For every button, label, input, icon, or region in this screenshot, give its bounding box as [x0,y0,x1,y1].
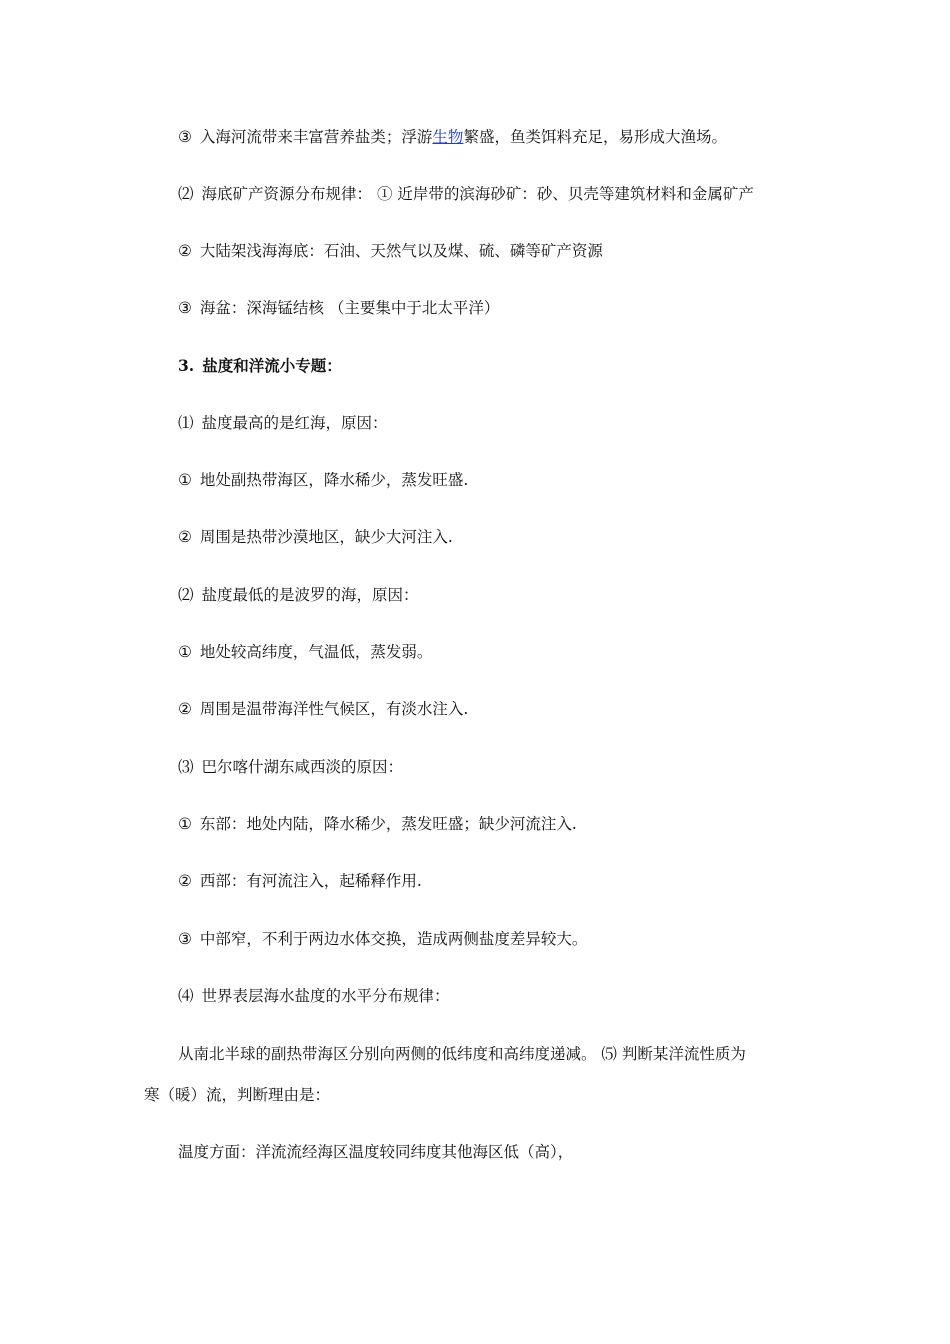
section-title: 盐度和洋流小专题： [202,356,342,375]
list-marker: ③ [178,930,192,948]
paragraph-text: 温度方面：洋流流经海区温度较同纬度其他海区低（高）， [178,1143,574,1161]
paragraph-reason-subtropical [178,470,468,490]
paragraph-text: 海底矿产资源分布规律： ① 近岸带的滨海砂矿：砂、贝壳等建筑材料和金属矿产 [201,185,754,203]
text-segment: 入海河流带来丰富营养盐类；浮游 [199,128,433,146]
list-marker: ② [178,528,192,546]
paragraph-ocean-basin [178,298,499,318]
paragraph-text: 地处较高纬度，气温低，蒸发弱。 [199,643,433,661]
paragraph-text: 中部窄，不利于两边水体交换，造成两侧盐度差异较大。 [199,930,588,948]
paragraph-text: 巴尔喀什湖东咸西淡的原因： [201,758,404,776]
paragraph-lowest-salinity [178,585,419,605]
paragraph-text: 大陆架浅海海底：石油、天然气以及煤、硫、磷等矿产资源 [199,242,603,260]
list-marker: ③ [178,128,192,146]
list-marker: ① [178,815,192,833]
list-marker: ① [178,643,192,661]
list-marker: ⑵ [178,185,194,203]
list-marker: ② [178,700,192,718]
paragraph-text: 从南北半球的副热带海区分别向两侧的低纬度和高纬度递减。 ⑸ 判断某洋流性质为 [178,1045,746,1063]
paragraph-salinity-rule-continued [144,1085,330,1105]
paragraph-text: 西部：有河流注入，起稀释作用. [199,872,422,890]
text-segment: 繁盛，鱼类饵料充足，易形成大渔场。 [463,128,727,146]
paragraph-temperature-aspect [178,1142,573,1162]
list-marker: ⑶ [178,758,194,776]
list-marker: ⑵ [178,586,194,604]
paragraph-continental-shelf [178,241,603,261]
list-marker: ② [178,872,192,890]
paragraph-reason-desert [178,527,453,547]
paragraph-balkhash-middle [178,929,587,949]
paragraph-highest-salinity [178,413,388,433]
paragraph-balkhash-west [178,871,422,891]
paragraph-reason-high-latitude [178,642,432,662]
paragraph-text: 世界表层海水盐度的水平分布规律： [201,987,450,1005]
paragraph-balkhash-east [178,814,577,834]
paragraph-reason-freshwater [178,699,468,719]
paragraph-salinity-distribution [178,986,450,1006]
paragraph-fishery-reason [178,127,727,147]
list-marker: ⑴ [178,414,194,432]
section-heading [178,356,342,376]
list-marker: ② [178,242,192,260]
paragraph-text: 周围是温带海洋性气候区，有淡水注入. [199,700,469,718]
list-marker: ③ [178,299,192,317]
paragraph-balkhash [178,757,403,777]
paragraph-text: 地处副热带海区，降水稀少，蒸发旺盛. [199,471,469,489]
link-biology[interactable]: 生物 [432,128,464,146]
paragraph-seabed-minerals [178,184,754,204]
paragraph-text: 周围是热带沙漠地区，缺少大河注入. [199,528,453,546]
list-marker: ① [178,471,192,489]
paragraph-text: 盐度最低的是波罗的海，原因： [201,586,419,604]
paragraph-text: 盐度最高的是红海，原因： [201,414,388,432]
paragraph-text: 海盆：深海锰结核 （主要集中于北太平洋） [199,299,500,317]
paragraph-text: 寒（暖）流，判断理由是： [144,1086,331,1104]
paragraph-text: 东部：地处内陆，降水稀少，蒸发旺盛；缺少河流注入. [199,815,577,833]
paragraph-salinity-rule [178,1044,746,1064]
section-number: 3. [178,356,195,375]
list-marker: ⑷ [178,987,194,1005]
